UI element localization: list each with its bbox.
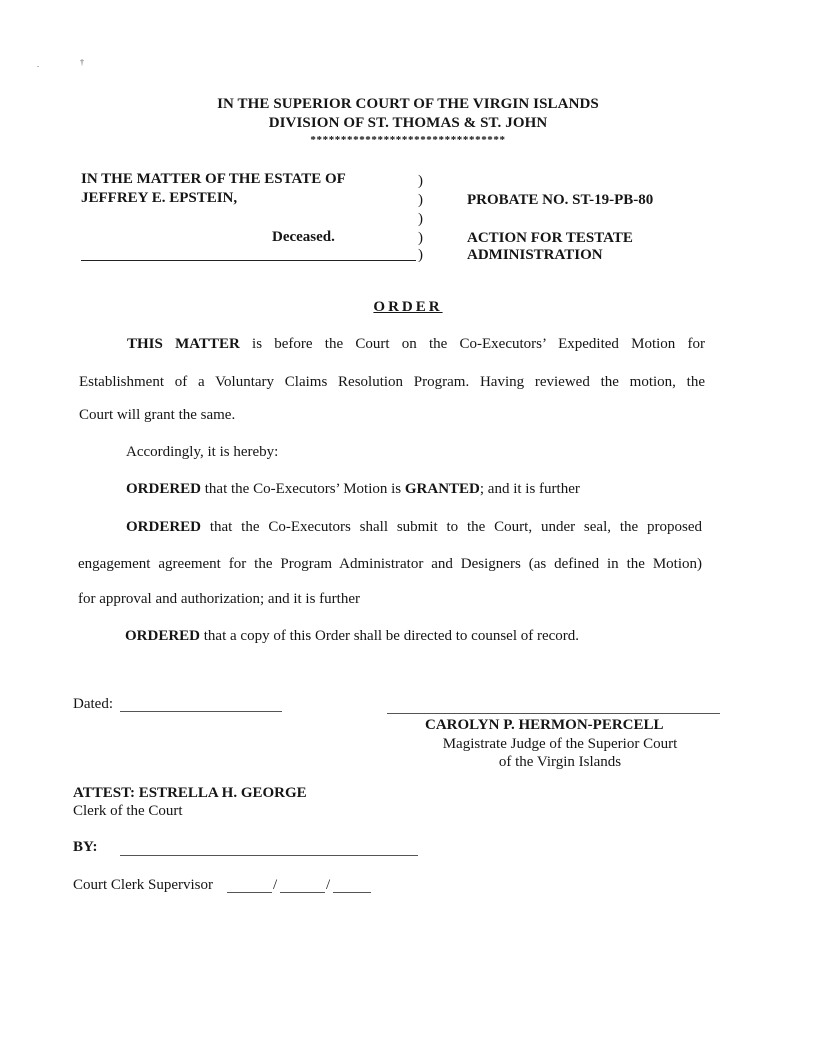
caption-matter-line2: JEFFREY E. EPSTEIN,: [81, 190, 238, 206]
court-heading-line1: IN THE SUPERIOR COURT OF THE VIRGIN ISLANDS: [217, 96, 599, 112]
caption-paren-5: ): [418, 247, 423, 263]
scan-mark-tick: †: [80, 58, 84, 67]
granted-word: GRANTED: [404, 481, 480, 497]
date-slash-1: /: [273, 877, 278, 893]
court-heading-line2: DIVISION OF ST. THOMAS & ST. JOHN: [268, 115, 548, 131]
judge-signature-line: [387, 713, 720, 714]
ordered3-lead: ORDERED: [125, 628, 201, 644]
clerk-supervisor-line: [73, 876, 213, 895]
ordered2-line1-rest: that the Co-Executors shall submit to the Court, under seal, the proposed: [201, 519, 702, 535]
ordered1-mid: that the Co-Executors’ Motion is: [201, 481, 405, 497]
para1-line1: [127, 335, 705, 354]
ordered2-line3: for approval and authorization; and it is further: [78, 591, 360, 607]
action-line1: ACTION FOR TESTATE: [467, 230, 633, 246]
dated-blank: [120, 711, 282, 712]
ordered2-line2: engagement agreement for the Program Administrator and Designers (as defined in the Motion): [78, 556, 702, 572]
accordingly-line: Accordingly, it is hereby:: [126, 444, 279, 460]
para1-line2: Establishment of a Voluntary Claims Resolution Program. Having reviewed the motion, the: [79, 374, 705, 390]
ordered1-line: [126, 480, 580, 499]
caption-matter-line1: IN THE MATTER OF THE ESTATE OF: [81, 171, 346, 187]
ordered1-lead: ORDERED: [126, 481, 202, 497]
ordered2-line1: [126, 518, 702, 537]
caption-paren-3: ): [418, 211, 423, 227]
supervisor-label: Court Clerk Supervisor: [73, 877, 213, 893]
by-label: BY:: [73, 839, 98, 855]
para1-line1-rest: is before the Court on the Co-Executors’ Expedited Motion for: [239, 336, 706, 352]
probate-number: PROBATE NO. ST-19-PB-80: [467, 192, 654, 208]
judge-title-line2: of the Virgin Islands: [498, 754, 622, 770]
date-blank-year: [333, 892, 371, 893]
date-slash-2: /: [326, 877, 331, 893]
caption-rule: [81, 260, 416, 261]
caption-paren-1: ): [418, 173, 423, 189]
court-heading-stars: ********************************: [310, 134, 506, 146]
action-line2: ADMINISTRATION: [467, 247, 603, 263]
judge-title-line1: Magistrate Judge of the Superior Court: [442, 736, 678, 752]
caption-paren-2: ): [418, 192, 423, 208]
ordered1-tail: ; and it is further: [479, 481, 580, 497]
scan-mark-dot: .: [37, 60, 39, 69]
by-signature-line: [120, 855, 418, 856]
this-matter-lead: THIS MATTER: [127, 336, 240, 352]
caption-deceased: Deceased.: [272, 229, 335, 245]
attest-label: ATTEST: ESTRELLA H. GEORGE: [73, 785, 307, 801]
para1-line3: Court will grant the same.: [79, 407, 236, 423]
clerk-title: Clerk of the Court: [73, 803, 183, 819]
caption-paren-4: ): [418, 230, 423, 246]
date-blank-month: [227, 892, 272, 893]
judge-name: CAROLYN P. HERMON-PERCELL: [425, 717, 664, 733]
date-blank-day: [280, 892, 325, 893]
order-title-text: ORDER: [373, 299, 443, 315]
order-title: [0, 298, 816, 316]
ordered3-rest: that a copy of this Order shall be directed to counsel of record.: [200, 628, 580, 644]
ordered2-lead: ORDERED: [126, 519, 202, 535]
ordered3-line: [125, 627, 579, 646]
dated-label: Dated:: [73, 696, 113, 712]
